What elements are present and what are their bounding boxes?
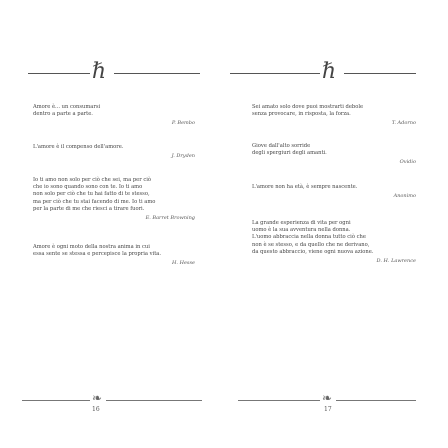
header-ornament	[0, 59, 224, 86]
page-footer	[0, 392, 224, 422]
quote-author: T. Adorno	[391, 120, 416, 127]
quote-block	[33, 177, 195, 222]
quote-author: E. Barret Browning	[145, 215, 195, 222]
ornament-line-right	[344, 73, 416, 74]
fleuron-icon: ❧	[92, 391, 103, 405]
quote-block	[252, 104, 416, 128]
quote-author: J. Dryden	[171, 153, 195, 160]
quote-line: ma per ciò che tu stai facendo di me. Io ti amo	[33, 198, 156, 205]
quote-line: senza provocare, in risposta, la forza.	[252, 111, 351, 118]
quote-line: non è se stesso, e da quello che ne derivano,	[252, 241, 370, 248]
quote-block	[33, 104, 195, 128]
right-page	[224, 0, 448, 448]
flourish-icon: ℏ	[322, 59, 337, 84]
quote-author: Ovidio	[399, 159, 416, 166]
quote-author: D. H. Lawrence	[376, 258, 416, 265]
quote-line: La grande esperienza di vita per ogni	[252, 220, 351, 226]
quote-line: uomo è la sua avventura nella donna.	[252, 227, 351, 234]
footer-line-left	[22, 400, 90, 401]
quote-line: Giove dall'alto sorride	[252, 143, 311, 149]
quote-block	[252, 220, 416, 265]
quote-block	[252, 184, 416, 200]
quote-author: Anonimo	[393, 193, 416, 200]
quote-line: L'amore non ha età, è sempre nascente.	[252, 184, 358, 190]
quote-line: Amore è... un consumarsi	[33, 104, 101, 110]
quote-block	[252, 143, 416, 167]
footer-line-left	[238, 400, 320, 401]
page-footer	[224, 392, 448, 422]
quote-line: Io ti amo non solo per ciò che sei, ma per ciò	[33, 177, 152, 183]
quote-author: H. Hesse	[172, 260, 195, 267]
quote-line: degli spergiuri degli amanti.	[252, 150, 327, 157]
quote-line: dentro a parte a parte.	[33, 111, 93, 118]
header-ornament	[224, 59, 448, 86]
quote-line: per la parte di me che riesci a tirare fuori.	[33, 205, 145, 212]
footer-line-right	[106, 400, 202, 401]
page-number: 16	[92, 406, 100, 413]
flourish-icon: ℏ	[92, 59, 107, 84]
quote-line: non solo per ciò che tu hai fatto di te stesso,	[33, 191, 150, 198]
quote-line: Amore è ogni moto della nostra anima in cui	[33, 244, 150, 250]
quote-block	[33, 144, 195, 160]
footer-line-right	[336, 400, 416, 401]
quote-line: che io sono quando sono con te. Io ti amo	[33, 184, 143, 191]
fleuron-icon: ❧	[322, 391, 333, 405]
page-number: 17	[324, 406, 332, 413]
quote-line: essa sente se stessa e percepisce la propria vita.	[33, 251, 162, 258]
quote-line: Sei amato solo dove puoi mostrarti debole	[252, 104, 364, 110]
quote-line: da questo abbraccio, viene ogni nuova azione.	[252, 248, 374, 255]
quote-author: P. Bembo	[171, 120, 195, 127]
quote-block	[33, 244, 195, 268]
ornament-line-left	[230, 73, 320, 74]
ornament-line-right	[114, 73, 200, 74]
quote-line: L'uomo abbraccia nella donna tutto ciò che	[252, 234, 366, 241]
quote-line: L'amore è il compenso dell'amore.	[33, 144, 124, 150]
ornament-line-left	[28, 73, 90, 74]
